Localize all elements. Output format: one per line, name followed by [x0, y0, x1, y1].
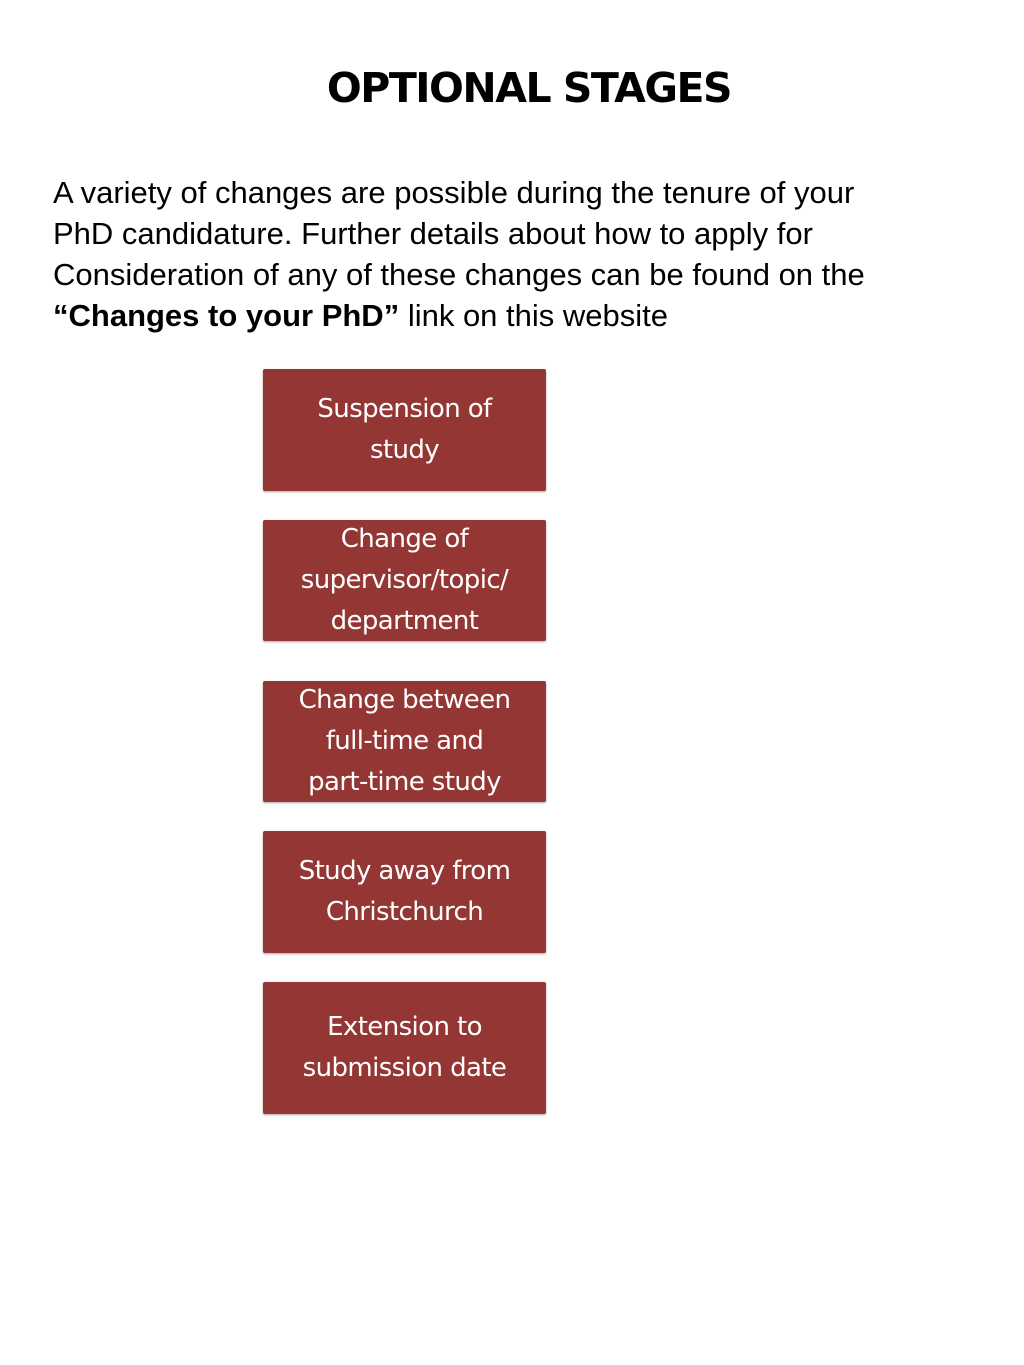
stage-label-line: study — [369, 435, 440, 465]
intro-paragraph — [53, 172, 1013, 336]
stage-box-change-of-supervisor[interactable] — [263, 520, 546, 641]
intro-line-4 — [53, 295, 1013, 336]
stage-label-line: supervisor/topic/ — [300, 565, 509, 595]
stage-label-line: Christchurch — [325, 897, 484, 927]
stage-label-line: Change of — [340, 524, 469, 554]
changes-to-your-phd-link-text: “Changes to your PhD” — [53, 298, 400, 333]
stage-label — [299, 680, 511, 803]
stage-label-line: department — [330, 606, 479, 636]
intro-line-1: A variety of changes are possible during the tenure of your — [53, 175, 855, 210]
stage-label — [299, 851, 511, 933]
intro-line-4-suffix: link on this website — [399, 298, 669, 333]
stage-label — [301, 519, 508, 642]
stage-box-extension-to-submission[interactable] — [263, 982, 546, 1114]
page-title: OPTIONAL STAGES — [326, 64, 732, 112]
stage-label-line: part-time study — [308, 767, 501, 797]
stage-label-line: Suspension of — [317, 394, 492, 424]
stage-label-line: full-time and — [325, 726, 484, 756]
stage-box-study-away[interactable] — [263, 831, 546, 953]
stage-label-line: Change between — [298, 685, 511, 715]
stage-label-line: Extension to — [327, 1012, 482, 1042]
stage-box-suspension-of-study[interactable] — [263, 369, 546, 491]
intro-line-3: Consideration of any of these changes can be found on the — [53, 257, 865, 292]
stage-box-change-full-part-time[interactable] — [263, 681, 546, 802]
intro-line-2: PhD candidature. Further details about how to apply for — [53, 216, 813, 251]
stage-label-line: submission date — [302, 1053, 507, 1083]
stage-label-line: Study away from — [298, 856, 511, 886]
stage-label — [303, 1007, 507, 1089]
stage-label — [317, 389, 491, 471]
